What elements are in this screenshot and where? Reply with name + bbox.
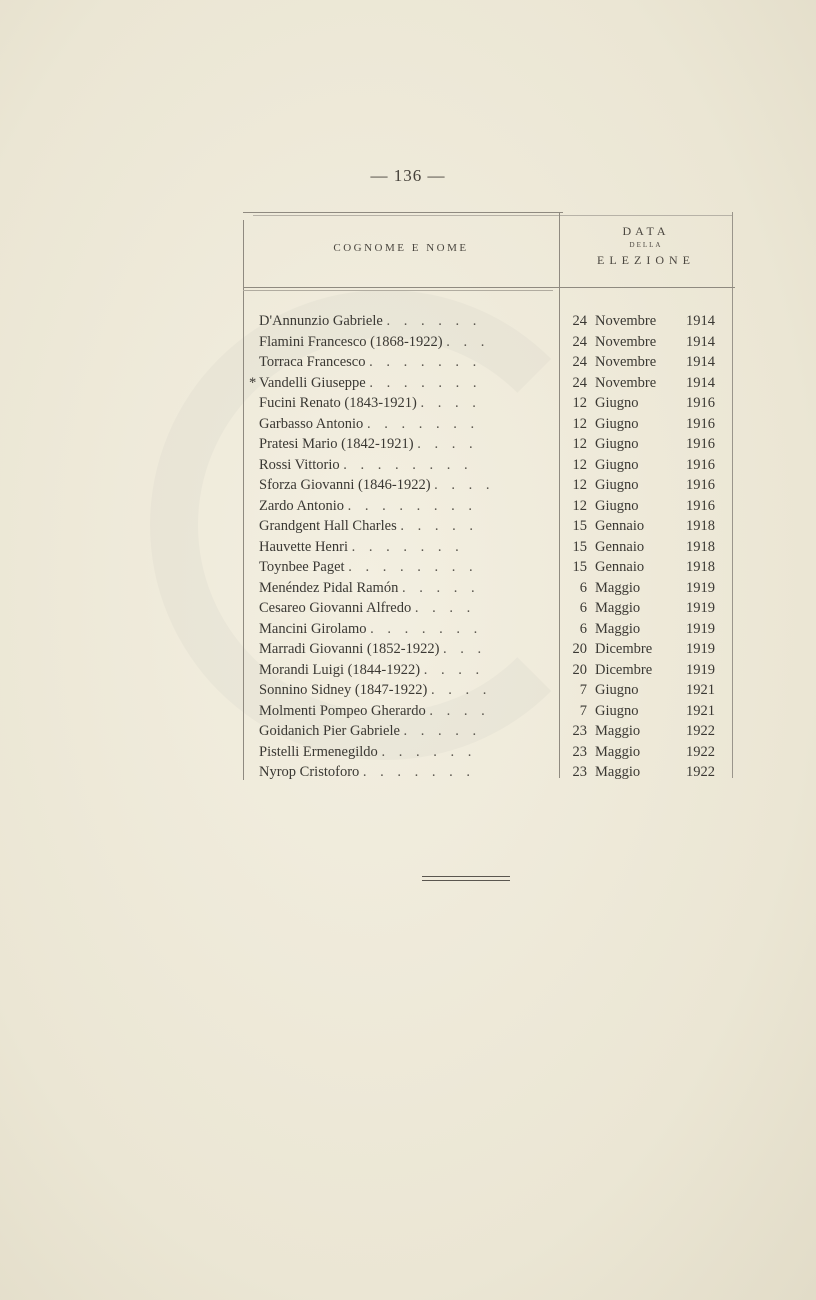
table-row xyxy=(243,660,735,681)
table-row xyxy=(243,701,735,722)
election-month: Maggio xyxy=(595,600,641,616)
election-year: 1921 xyxy=(686,682,715,698)
leader-dots: . . . . . xyxy=(403,723,482,739)
leader-dots: . . . . xyxy=(429,702,490,719)
election-month: Maggio xyxy=(595,743,641,760)
member-name-cell xyxy=(259,660,555,680)
table-row xyxy=(243,537,735,558)
leader-dots: . . . . xyxy=(414,600,476,616)
election-month: Giugno xyxy=(595,415,639,432)
leader-dots: . . . . . . . xyxy=(369,374,482,391)
election-day: 20 xyxy=(572,661,587,678)
column-header-name: COGNOME E NOME xyxy=(333,242,469,254)
member-name: Garbasso Antonio xyxy=(259,415,364,432)
election-year: 1918 xyxy=(686,538,715,555)
leader-dots: . . . . . . . . xyxy=(343,456,473,473)
election-year: 1914 xyxy=(686,374,715,391)
election-month: Gennaio xyxy=(595,559,645,575)
election-year: 1916 xyxy=(686,395,715,411)
election-year: 1914 xyxy=(686,313,715,329)
leader-dots: . . . . . . . xyxy=(370,620,483,637)
table-row xyxy=(243,496,735,517)
table-top-rule-secondary xyxy=(253,215,733,216)
table-row xyxy=(243,619,735,640)
member-name-cell xyxy=(259,598,555,618)
member-name-cell xyxy=(259,373,555,393)
election-day: 12 xyxy=(572,395,587,411)
election-year: 1918 xyxy=(686,559,715,575)
election-year: 1918 xyxy=(686,518,715,534)
table-row xyxy=(243,557,735,578)
member-name: Hauvette Henri xyxy=(259,538,348,555)
member-name: Grandgent Hall Charles xyxy=(259,518,397,534)
election-year: 1919 xyxy=(686,641,715,657)
member-name-cell xyxy=(259,475,555,495)
member-name: Torraca Francesco xyxy=(259,354,366,370)
table-header-rule xyxy=(243,287,735,288)
election-day: 7 xyxy=(579,702,587,719)
election-day: 6 xyxy=(579,620,587,637)
election-month: Giugno xyxy=(595,436,639,452)
table-row xyxy=(243,762,735,783)
member-name-cell xyxy=(259,578,555,598)
member-name: Flamini Francesco (1868-1922) xyxy=(259,333,443,350)
table-body xyxy=(243,311,735,783)
election-day: 23 xyxy=(572,723,587,739)
election-month: Dicembre xyxy=(595,661,653,678)
leader-dots: . . . xyxy=(446,333,490,350)
member-name-cell xyxy=(259,332,555,352)
election-year: 1919 xyxy=(686,661,715,678)
election-month: Dicembre xyxy=(595,641,653,657)
leader-dots: . . . . . . . xyxy=(366,415,480,432)
leader-dots: . . . . . . . xyxy=(351,538,464,555)
election-day: 24 xyxy=(572,313,587,329)
election-month: Giugno xyxy=(595,682,639,698)
election-year: 1919 xyxy=(686,620,715,637)
election-year: 1916 xyxy=(686,415,715,432)
table-row xyxy=(243,311,735,332)
election-month: Maggio xyxy=(595,723,641,739)
election-day: 6 xyxy=(579,579,587,596)
member-name: Fucini Renato (1843-1921) xyxy=(259,395,417,411)
election-month: Maggio xyxy=(595,579,641,596)
table-row xyxy=(243,742,735,763)
leader-dots: . . . . . . . . xyxy=(347,497,477,514)
member-name-cell xyxy=(259,414,555,434)
member-name-cell xyxy=(259,455,555,475)
election-year: 1916 xyxy=(686,497,715,514)
election-year: 1921 xyxy=(686,702,715,719)
member-name-cell xyxy=(259,557,555,577)
member-name: Pistelli Ermenegildo xyxy=(259,743,378,760)
member-name-cell xyxy=(259,680,555,700)
election-day: 23 xyxy=(572,764,587,780)
member-name-cell xyxy=(259,619,555,639)
leader-dots: . . . . . . . xyxy=(369,354,482,370)
election-year: 1922 xyxy=(686,743,715,760)
table-row xyxy=(243,455,735,476)
election-day: 24 xyxy=(572,374,587,391)
election-year: 1919 xyxy=(686,600,715,616)
note-asterisk: * xyxy=(249,374,257,391)
leader-dots: . . . xyxy=(443,641,487,657)
member-name: Marradi Giovanni (1852-1922) xyxy=(259,641,440,657)
table-row xyxy=(243,332,735,353)
member-name-cell xyxy=(259,537,555,557)
election-day: 12 xyxy=(572,415,587,432)
table-row xyxy=(243,475,735,496)
election-year: 1922 xyxy=(686,764,715,780)
election-month: Maggio xyxy=(595,620,641,637)
election-year: 1916 xyxy=(686,436,715,452)
closing-rule-secondary xyxy=(422,880,510,881)
member-name-cell xyxy=(259,742,555,762)
election-month: Maggio xyxy=(595,764,641,780)
election-year: 1914 xyxy=(686,354,715,370)
leader-dots: . . . . . . xyxy=(386,313,482,329)
table-row xyxy=(243,639,735,660)
table-row xyxy=(243,721,735,742)
member-name: Cesareo Giovanni Alfredo xyxy=(259,600,412,616)
member-name-cell xyxy=(259,311,555,331)
member-name-cell xyxy=(259,762,555,782)
election-day: 23 xyxy=(572,743,587,760)
election-month: Novembre xyxy=(595,354,657,370)
table-row xyxy=(243,434,735,455)
election-day: 20 xyxy=(572,641,587,657)
member-name: Molmenti Pompeo Gherardo xyxy=(259,702,426,719)
member-name: Sonnino Sidney (1847-1922) xyxy=(259,682,428,698)
table-row xyxy=(243,680,735,701)
member-name: Toynbee Paget xyxy=(259,559,345,575)
leader-dots: . . . . . . . . xyxy=(348,559,478,575)
column-header-date-line2: DELLA xyxy=(629,241,663,249)
election-day: 15 xyxy=(572,559,587,575)
election-day: 24 xyxy=(572,333,587,350)
leader-dots: . . . . . xyxy=(401,579,480,596)
member-name: Morandi Luigi (1844-1922) xyxy=(259,661,421,678)
leader-dots: . . . . xyxy=(420,395,481,411)
election-year: 1922 xyxy=(686,723,715,739)
table-row xyxy=(243,598,735,619)
election-day: 12 xyxy=(572,456,587,473)
member-name-cell xyxy=(259,639,555,659)
election-month: Novembre xyxy=(595,333,657,350)
election-month: Giugno xyxy=(595,497,639,514)
leader-dots: . . . . xyxy=(434,477,495,493)
election-day: 12 xyxy=(572,497,587,514)
table-row xyxy=(243,352,735,373)
election-year: 1914 xyxy=(686,333,715,350)
election-month: Giugno xyxy=(595,477,639,493)
member-name-cell xyxy=(259,352,555,372)
election-year: 1919 xyxy=(686,579,715,596)
table-row xyxy=(243,516,735,537)
member-name-cell xyxy=(259,516,555,536)
table-row xyxy=(243,373,735,394)
table-row xyxy=(243,578,735,599)
member-name-cell xyxy=(259,434,555,454)
election-day: 15 xyxy=(572,538,587,555)
member-name-cell xyxy=(259,393,555,413)
member-name: Rossi Vittorio xyxy=(259,456,340,473)
member-name: Zardo Antonio xyxy=(259,497,344,514)
member-name: Sforza Giovanni (1846-1922) xyxy=(259,477,431,493)
election-month: Gennaio xyxy=(595,518,645,534)
election-month: Giugno xyxy=(595,456,639,473)
member-name: Vandelli Giuseppe xyxy=(259,374,366,391)
table-header-rule-secondary xyxy=(243,290,553,291)
leader-dots: . . . . xyxy=(417,436,478,452)
election-month: Novembre xyxy=(595,374,657,391)
member-name: D'Annunzio Gabriele xyxy=(259,313,383,329)
column-header-date-line1: DATA xyxy=(622,224,670,238)
election-day: 7 xyxy=(579,682,587,698)
election-month: Novembre xyxy=(595,313,657,329)
table-top-rule xyxy=(243,212,563,213)
leader-dots: . . . . xyxy=(430,682,492,698)
closing-rule xyxy=(422,876,510,877)
member-name-cell xyxy=(259,721,555,741)
leader-dots: . . . . . . xyxy=(381,743,477,760)
page-number: — 136 — xyxy=(370,166,446,185)
election-year: 1916 xyxy=(686,477,715,493)
member-name-cell xyxy=(259,496,555,516)
member-name: Goidanich Pier Gabriele xyxy=(259,723,400,739)
election-month: Giugno xyxy=(595,702,639,719)
table-row xyxy=(243,414,735,435)
election-day: 6 xyxy=(579,600,587,616)
election-day: 12 xyxy=(572,477,587,493)
column-header-date xyxy=(560,222,732,269)
column-header-date-line3: ELEZIONE xyxy=(597,253,695,267)
leader-dots: . . . . . xyxy=(400,518,478,534)
table-row xyxy=(243,393,735,414)
election-day: 12 xyxy=(572,436,587,452)
election-day: 24 xyxy=(572,354,587,370)
leader-dots: . . . . xyxy=(423,661,485,678)
members-table xyxy=(243,212,735,778)
member-name: Pratesi Mario (1842-1921) xyxy=(259,436,414,452)
election-day: 15 xyxy=(572,518,587,534)
member-name: Mancini Girolamo xyxy=(259,620,367,637)
election-month: Gennaio xyxy=(595,538,645,555)
election-month: Giugno xyxy=(595,395,639,411)
member-name-cell xyxy=(259,701,555,721)
member-name: Menéndez Pidal Ramón xyxy=(259,579,399,596)
member-name: Nyrop Cristoforo xyxy=(259,764,360,780)
leader-dots: . . . . . . . xyxy=(362,764,476,780)
election-year: 1916 xyxy=(686,456,715,473)
